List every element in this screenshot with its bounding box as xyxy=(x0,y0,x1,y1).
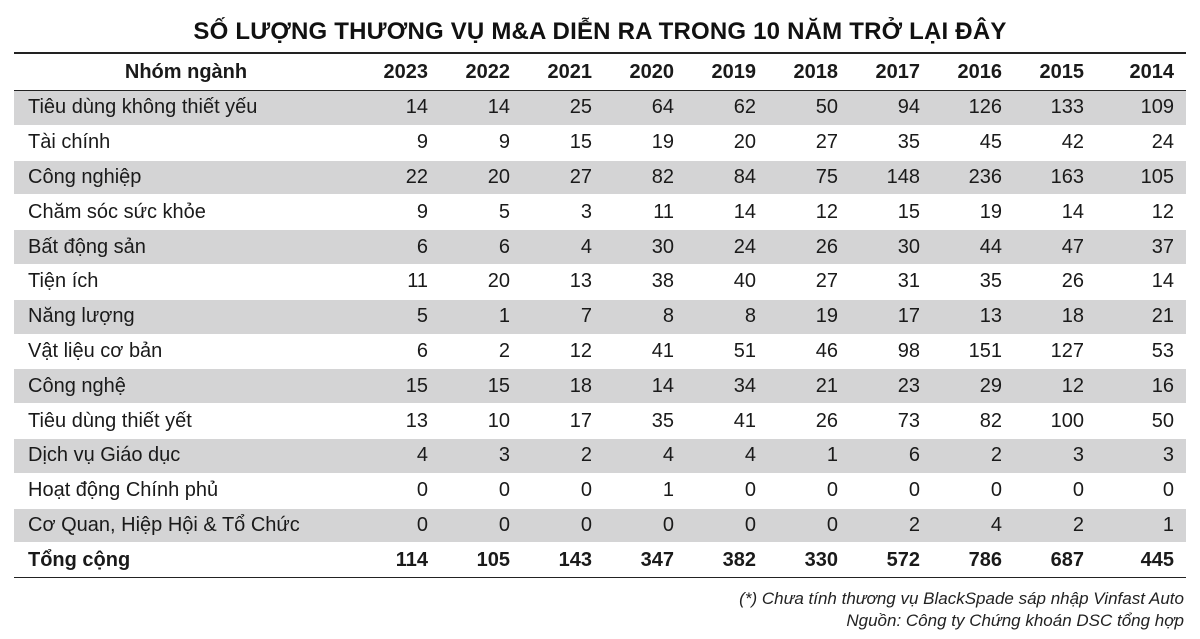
row-label: Tiêu dùng không thiết yếu xyxy=(14,91,358,126)
total-cell: 330 xyxy=(768,543,850,578)
table-row xyxy=(14,473,1186,508)
table-cell: 0 xyxy=(1096,473,1186,508)
table-cell: 31 xyxy=(850,264,932,299)
table-cell: 14 xyxy=(604,369,686,404)
row-label: Công nghiệp xyxy=(14,160,358,195)
table-cell: 2 xyxy=(850,508,932,543)
table-cell: 0 xyxy=(686,473,768,508)
table-cell: 64 xyxy=(604,91,686,126)
year-header: 2015 xyxy=(1014,54,1096,91)
table-cell: 18 xyxy=(522,369,604,404)
table-cell: 12 xyxy=(522,334,604,369)
table-cell: 0 xyxy=(522,473,604,508)
table-cell: 0 xyxy=(768,473,850,508)
table-cell: 0 xyxy=(358,508,440,543)
table-cell: 24 xyxy=(1096,125,1186,160)
table-cell: 19 xyxy=(604,125,686,160)
table-cell: 8 xyxy=(604,299,686,334)
table-cell: 18 xyxy=(1014,299,1096,334)
table-cell: 0 xyxy=(768,508,850,543)
total-cell: 347 xyxy=(604,543,686,578)
total-row xyxy=(14,543,1186,578)
table-row xyxy=(14,195,1186,230)
table-cell: 46 xyxy=(768,334,850,369)
table-cell: 50 xyxy=(768,91,850,126)
table-cell: 12 xyxy=(768,195,850,230)
notes xyxy=(14,588,1186,632)
header-row xyxy=(14,54,1186,91)
table-cell: 133 xyxy=(1014,91,1096,126)
table-cell: 7 xyxy=(522,299,604,334)
table-cell: 126 xyxy=(932,91,1014,126)
table-cell: 3 xyxy=(1096,438,1186,473)
table-cell: 5 xyxy=(358,299,440,334)
table-cell: 29 xyxy=(932,369,1014,404)
table-cell: 20 xyxy=(440,160,522,195)
row-label: Chăm sóc sức khỏe xyxy=(14,195,358,230)
total-cell: 114 xyxy=(358,543,440,578)
table-cell: 4 xyxy=(604,438,686,473)
table-cell: 21 xyxy=(1096,299,1186,334)
table-row xyxy=(14,160,1186,195)
table-cell: 20 xyxy=(686,125,768,160)
row-label: Tiện ích xyxy=(14,264,358,299)
table-cell: 11 xyxy=(604,195,686,230)
table-cell: 15 xyxy=(522,125,604,160)
table-cell: 4 xyxy=(686,438,768,473)
year-header: 2022 xyxy=(440,54,522,91)
table-cell: 51 xyxy=(686,334,768,369)
table-cell: 25 xyxy=(522,91,604,126)
table-cell: 151 xyxy=(932,334,1014,369)
table-cell: 26 xyxy=(1014,264,1096,299)
table-row xyxy=(14,299,1186,334)
table-cell: 14 xyxy=(1096,264,1186,299)
total-cell: 143 xyxy=(522,543,604,578)
table-cell: 12 xyxy=(1096,195,1186,230)
table-cell: 37 xyxy=(1096,230,1186,265)
table-cell: 82 xyxy=(932,404,1014,439)
year-header: 2020 xyxy=(604,54,686,91)
year-header: 2014 xyxy=(1096,54,1186,91)
table-row xyxy=(14,264,1186,299)
table-cell: 4 xyxy=(932,508,1014,543)
table-cell: 6 xyxy=(850,438,932,473)
table-cell: 8 xyxy=(686,299,768,334)
table-cell: 13 xyxy=(358,404,440,439)
total-cell: 445 xyxy=(1096,543,1186,578)
table-cell: 94 xyxy=(850,91,932,126)
row-label: Cơ Quan, Hiệp Hội & Tổ Chức xyxy=(14,508,358,543)
table-cell: 27 xyxy=(768,264,850,299)
table-body xyxy=(14,91,1186,578)
total-label: Tổng cộng xyxy=(14,543,358,578)
table-cell: 98 xyxy=(850,334,932,369)
table-cell: 84 xyxy=(686,160,768,195)
table-cell: 0 xyxy=(522,508,604,543)
table-cell: 15 xyxy=(358,369,440,404)
total-cell: 786 xyxy=(932,543,1014,578)
year-header: 2023 xyxy=(358,54,440,91)
row-label: Hoạt động Chính phủ xyxy=(14,473,358,508)
table-cell: 21 xyxy=(768,369,850,404)
table-cell: 30 xyxy=(604,230,686,265)
table-cell: 34 xyxy=(686,369,768,404)
table-cell: 1 xyxy=(1096,508,1186,543)
table-row xyxy=(14,334,1186,369)
row-label: Dịch vụ Giáo dục xyxy=(14,438,358,473)
table-cell: 27 xyxy=(768,125,850,160)
table-cell: 0 xyxy=(1014,473,1096,508)
table-cell: 3 xyxy=(440,438,522,473)
table-cell: 6 xyxy=(358,334,440,369)
table-cell: 45 xyxy=(932,125,1014,160)
year-header: 2021 xyxy=(522,54,604,91)
table-cell: 22 xyxy=(358,160,440,195)
table-row xyxy=(14,404,1186,439)
table-cell: 4 xyxy=(358,438,440,473)
table-cell: 40 xyxy=(686,264,768,299)
year-header: 2016 xyxy=(932,54,1014,91)
ma-deals-table-figure xyxy=(14,12,1186,632)
table-cell: 105 xyxy=(1096,160,1186,195)
table-cell: 1 xyxy=(604,473,686,508)
row-label: Năng lượng xyxy=(14,299,358,334)
table-cell: 3 xyxy=(522,195,604,230)
table-cell: 23 xyxy=(850,369,932,404)
year-header: 2019 xyxy=(686,54,768,91)
table-cell: 236 xyxy=(932,160,1014,195)
table-cell: 12 xyxy=(1014,369,1096,404)
table-cell: 9 xyxy=(358,125,440,160)
table-row xyxy=(14,508,1186,543)
table-cell: 47 xyxy=(1014,230,1096,265)
row-label: Tài chính xyxy=(14,125,358,160)
table-row xyxy=(14,230,1186,265)
table-cell: 75 xyxy=(768,160,850,195)
table-cell: 44 xyxy=(932,230,1014,265)
table-cell: 16 xyxy=(1096,369,1186,404)
table-cell: 20 xyxy=(440,264,522,299)
table-cell: 11 xyxy=(358,264,440,299)
table-cell: 0 xyxy=(604,508,686,543)
table-cell: 109 xyxy=(1096,91,1186,126)
table-cell: 2 xyxy=(1014,508,1096,543)
total-cell: 572 xyxy=(850,543,932,578)
table-cell: 27 xyxy=(522,160,604,195)
table-title: SỐ LƯỢNG THƯƠNG VỤ M&A DIỄN RA TRONG 10 NĂM TRỞ LẠI ĐÂY xyxy=(14,12,1186,54)
table-cell: 9 xyxy=(440,125,522,160)
table-cell: 17 xyxy=(522,404,604,439)
table-cell: 148 xyxy=(850,160,932,195)
table-cell: 82 xyxy=(604,160,686,195)
year-header: 2017 xyxy=(850,54,932,91)
table-cell: 0 xyxy=(686,508,768,543)
table-cell: 6 xyxy=(440,230,522,265)
table-cell: 163 xyxy=(1014,160,1096,195)
table-cell: 4 xyxy=(522,230,604,265)
table-cell: 14 xyxy=(686,195,768,230)
ma-deals-table xyxy=(14,54,1186,578)
table-cell: 35 xyxy=(850,125,932,160)
table-cell: 14 xyxy=(358,91,440,126)
table-row xyxy=(14,91,1186,126)
table-cell: 100 xyxy=(1014,404,1096,439)
table-row xyxy=(14,369,1186,404)
table-cell: 2 xyxy=(932,438,1014,473)
table-cell: 26 xyxy=(768,230,850,265)
table-cell: 0 xyxy=(850,473,932,508)
table-cell: 62 xyxy=(686,91,768,126)
year-header: 2018 xyxy=(768,54,850,91)
table-cell: 13 xyxy=(522,264,604,299)
table-cell: 10 xyxy=(440,404,522,439)
table-cell: 15 xyxy=(850,195,932,230)
table-cell: 14 xyxy=(440,91,522,126)
table-cell: 0 xyxy=(440,473,522,508)
table-cell: 19 xyxy=(768,299,850,334)
table-cell: 1 xyxy=(768,438,850,473)
table-cell: 2 xyxy=(440,334,522,369)
table-cell: 9 xyxy=(358,195,440,230)
table-cell: 0 xyxy=(440,508,522,543)
row-label: Tiêu dùng thiết yết xyxy=(14,404,358,439)
table-cell: 3 xyxy=(1014,438,1096,473)
table-cell: 19 xyxy=(932,195,1014,230)
table-cell: 26 xyxy=(768,404,850,439)
table-row xyxy=(14,125,1186,160)
table-cell: 5 xyxy=(440,195,522,230)
category-header: Nhóm ngành xyxy=(14,54,358,91)
row-label: Bất động sản xyxy=(14,230,358,265)
table-row xyxy=(14,438,1186,473)
table-cell: 42 xyxy=(1014,125,1096,160)
table-cell: 14 xyxy=(1014,195,1096,230)
table-cell: 0 xyxy=(358,473,440,508)
row-label: Vật liệu cơ bản xyxy=(14,334,358,369)
table-cell: 35 xyxy=(932,264,1014,299)
table-cell: 1 xyxy=(440,299,522,334)
table-cell: 13 xyxy=(932,299,1014,334)
table-cell: 35 xyxy=(604,404,686,439)
table-cell: 41 xyxy=(686,404,768,439)
table-cell: 2 xyxy=(522,438,604,473)
total-cell: 687 xyxy=(1014,543,1096,578)
table-cell: 53 xyxy=(1096,334,1186,369)
table-cell: 24 xyxy=(686,230,768,265)
source-note: Nguồn: Công ty Chứng khoán DSC tổng hợp xyxy=(846,611,1184,631)
table-cell: 38 xyxy=(604,264,686,299)
table-cell: 6 xyxy=(358,230,440,265)
table-cell: 30 xyxy=(850,230,932,265)
table-cell: 73 xyxy=(850,404,932,439)
table-cell: 50 xyxy=(1096,404,1186,439)
table-cell: 17 xyxy=(850,299,932,334)
table-cell: 0 xyxy=(932,473,1014,508)
row-label: Công nghệ xyxy=(14,369,358,404)
table-cell: 41 xyxy=(604,334,686,369)
total-cell: 105 xyxy=(440,543,522,578)
table-cell: 15 xyxy=(440,369,522,404)
table-cell: 127 xyxy=(1014,334,1096,369)
total-cell: 382 xyxy=(686,543,768,578)
footnote: (*) Chưa tính thương vụ BlackSpade sáp nhập Vinfast Auto xyxy=(739,589,1184,609)
